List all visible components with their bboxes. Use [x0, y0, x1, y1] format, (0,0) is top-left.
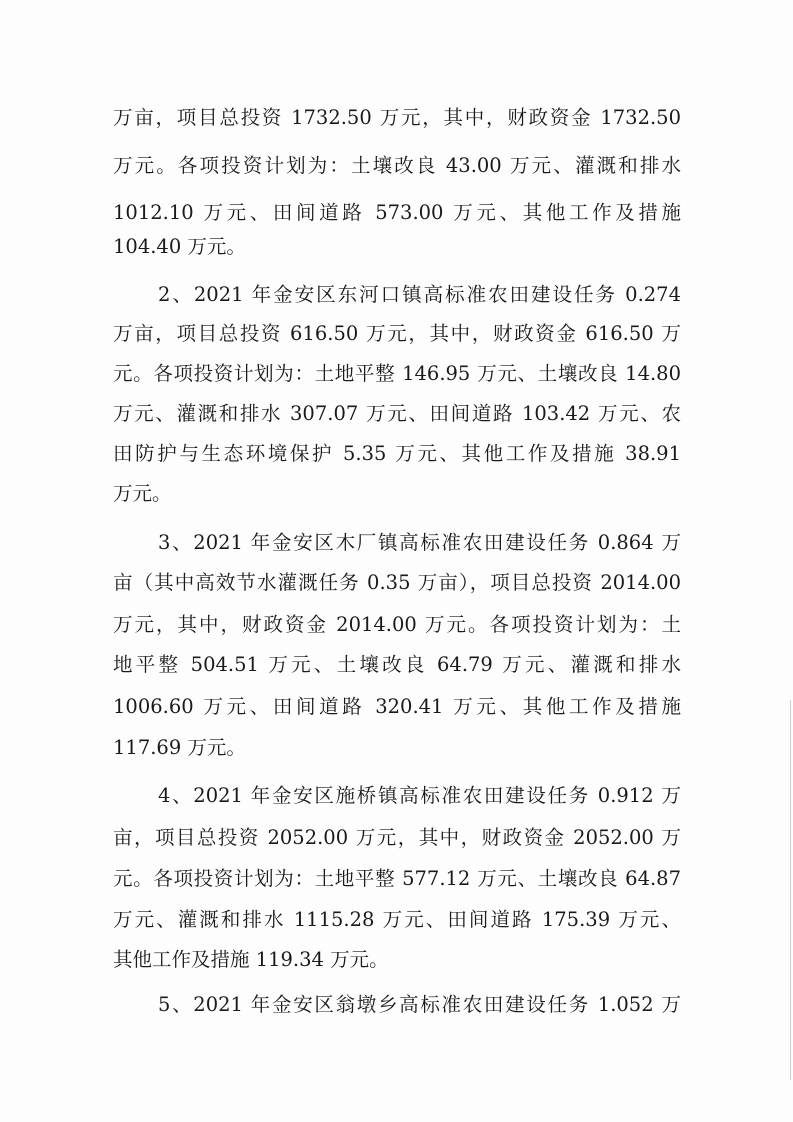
text-line: 104.40 万元。 — [113, 235, 246, 258]
text-line: 万亩，项目总投资 1732.50 万元，其中，财政资金 1732.50 — [113, 106, 681, 129]
text-line: 田防护与生态环境保护 5.35 万元、其他工作及措施 38.91 — [113, 442, 681, 465]
text-line: 万元、灌溉和排水 307.07 万元、田间道路 103.42 万元、农 — [113, 402, 681, 425]
text-line: 1012.10 万元、田间道路 573.00 万元、其他工作及措施 — [113, 201, 681, 224]
text-line: 元。各项投资计划为：土地平整 146.95 万元、土壤改良 14.80 — [113, 362, 681, 385]
paragraph-first-line: 2、2021 年金安区东河口镇高标准农田建设任务 0.274 — [158, 283, 681, 306]
text-line: 1006.60 万元、田间道路 320.41 万元、其他工作及措施 — [113, 695, 681, 718]
paragraph-first-line: 5、2021 年金安区翁墩乡高标准农田建设任务 1.052 万 — [158, 993, 681, 1016]
text-line: 万元。各项投资计划为：土壤改良 43.00 万元、灌溉和排水 — [113, 154, 681, 177]
text-line: 万元。 — [113, 482, 172, 505]
text-line: 其他工作及措施 119.34 万元。 — [113, 948, 389, 971]
text-line: 万元，其中，财政资金 2014.00 万元。各项投资计划为：土 — [113, 613, 681, 636]
paragraph-first-line: 4、2021 年金安区施桥镇高标准农田建设任务 0.912 万 — [158, 784, 681, 807]
text-line: 亩，项目总投资 2052.00 万元，其中，财政资金 2052.00 万 — [113, 826, 681, 849]
text-line: 亩（其中高效节水灌溉任务 0.35 万亩），项目总投资 2014.00 — [113, 571, 681, 594]
text-line: 地平整 504.51 万元、土壤改良 64.79 万元、灌溉和排水 — [113, 653, 681, 676]
text-line: 元。各项投资计划为：土地平整 577.12 万元、土壤改良 64.87 — [113, 867, 681, 890]
text-line: 万亩，项目总投资 616.50 万元，其中，财政资金 616.50 万 — [113, 322, 681, 345]
paragraph-first-line: 3、2021 年金安区木厂镇高标准农田建设任务 0.864 万 — [158, 531, 681, 554]
text-line: 万元、灌溉和排水 1115.28 万元、田间道路 175.39 万元、 — [113, 908, 681, 931]
text-line: 117.69 万元。 — [113, 736, 246, 759]
scan-edge-mark — [790, 700, 791, 1080]
